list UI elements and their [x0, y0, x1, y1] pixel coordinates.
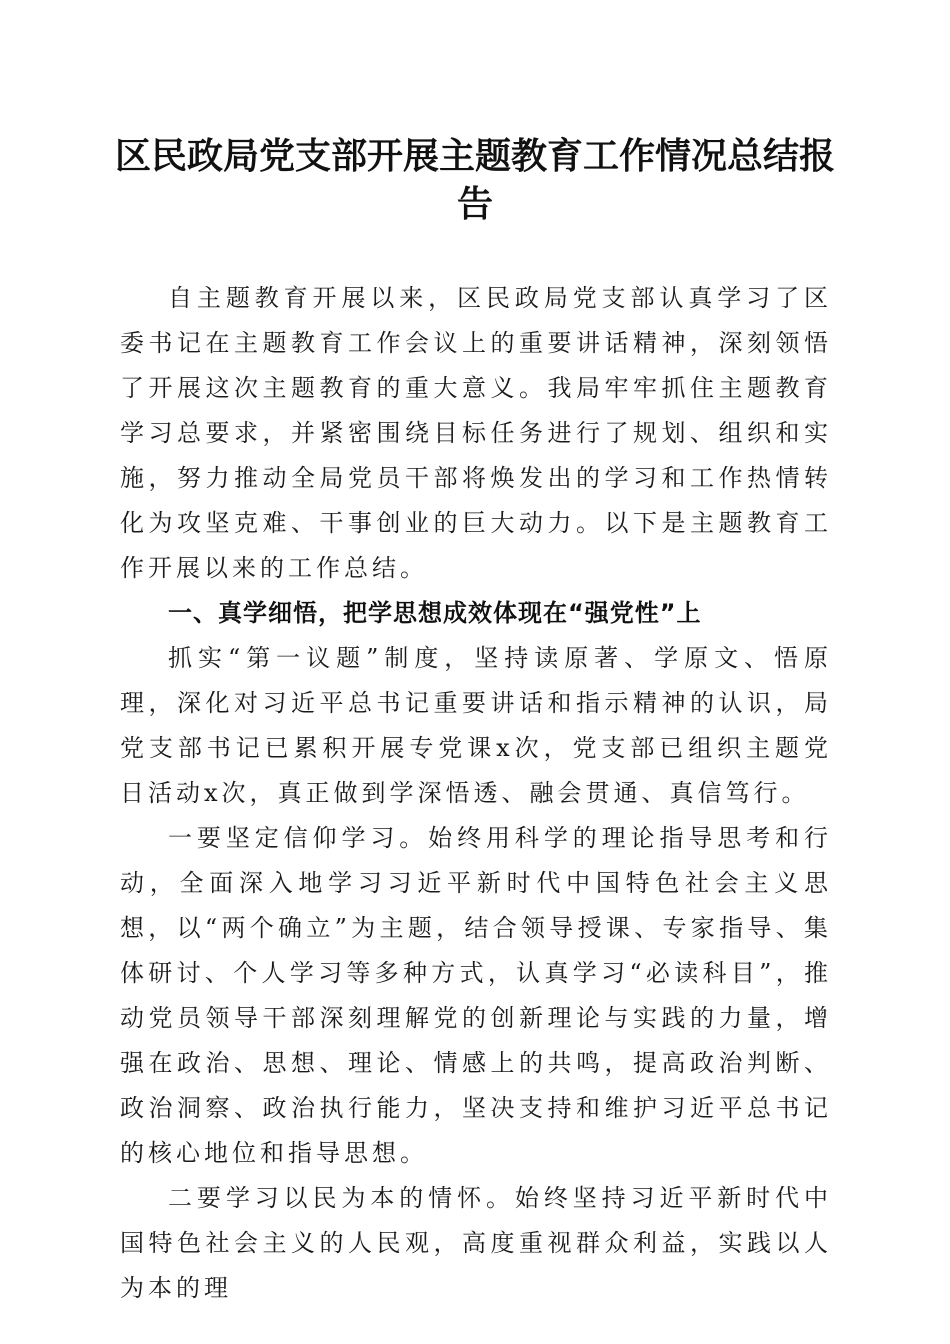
section-1-paragraph-3: 二要学习以民为本的情怀。始终坚持习近平新时代中国特色社会主义的人民观，高度重视群众利益，实践以人为本的理 — [120, 1184, 832, 1302]
section-heading-1: 一、真学细悟，把学思想成效体现在“强党性”上 — [168, 599, 702, 627]
document-title: 区民政局党支部开展主题教育工作情况总结报告 — [114, 135, 835, 225]
intro-paragraph: 自主题教育开展以来，区民政局党支部认真学习了区委书记在主题教育工作会议上的重要讲话精神，深刻领悟了开展这次主题教育的重大意义。我局牢牢抓住主题教育学习总要求，并紧密围绕目标任务进行了规划、组织和实施，努力推动全局党员干部将焕发出的学习和工作热情转化为攻坚克难、干事创业的巨大动力。以下是主题教育工作开展以来的工作总结。 — [120, 284, 832, 582]
document-body — [120, 276, 832, 1311]
section-1-paragraph-2: 一要坚定信仰学习。始终用科学的理论指导思考和行动，全面深入地学习习近平新时代中国特色社会主义思想，以“两个确立”为主题，结合领导授课、专家指导、集体研讨、个人学习等多种方式，认真学习“必读科目”，推动党员领导干部深刻理解党的创新理论与实践的力量，增强在政治、思想、理论、情感上的共鸣，提高政治判断、政治洞察、政治执行能力，坚决支持和维护习近平总书记的核心地位和指导思想。 — [120, 824, 832, 1167]
section-1-paragraph-1: 抓实“第一议题”制度，坚持读原著、学原文、悟原理，深化对习近平总书记重要讲话和指示精神的认识，局党支部书记已累积开展专党课x次，党支部已组织主题党日活动x次，真正做到学深悟透、融会贯通、真信笃行。 — [120, 644, 832, 807]
